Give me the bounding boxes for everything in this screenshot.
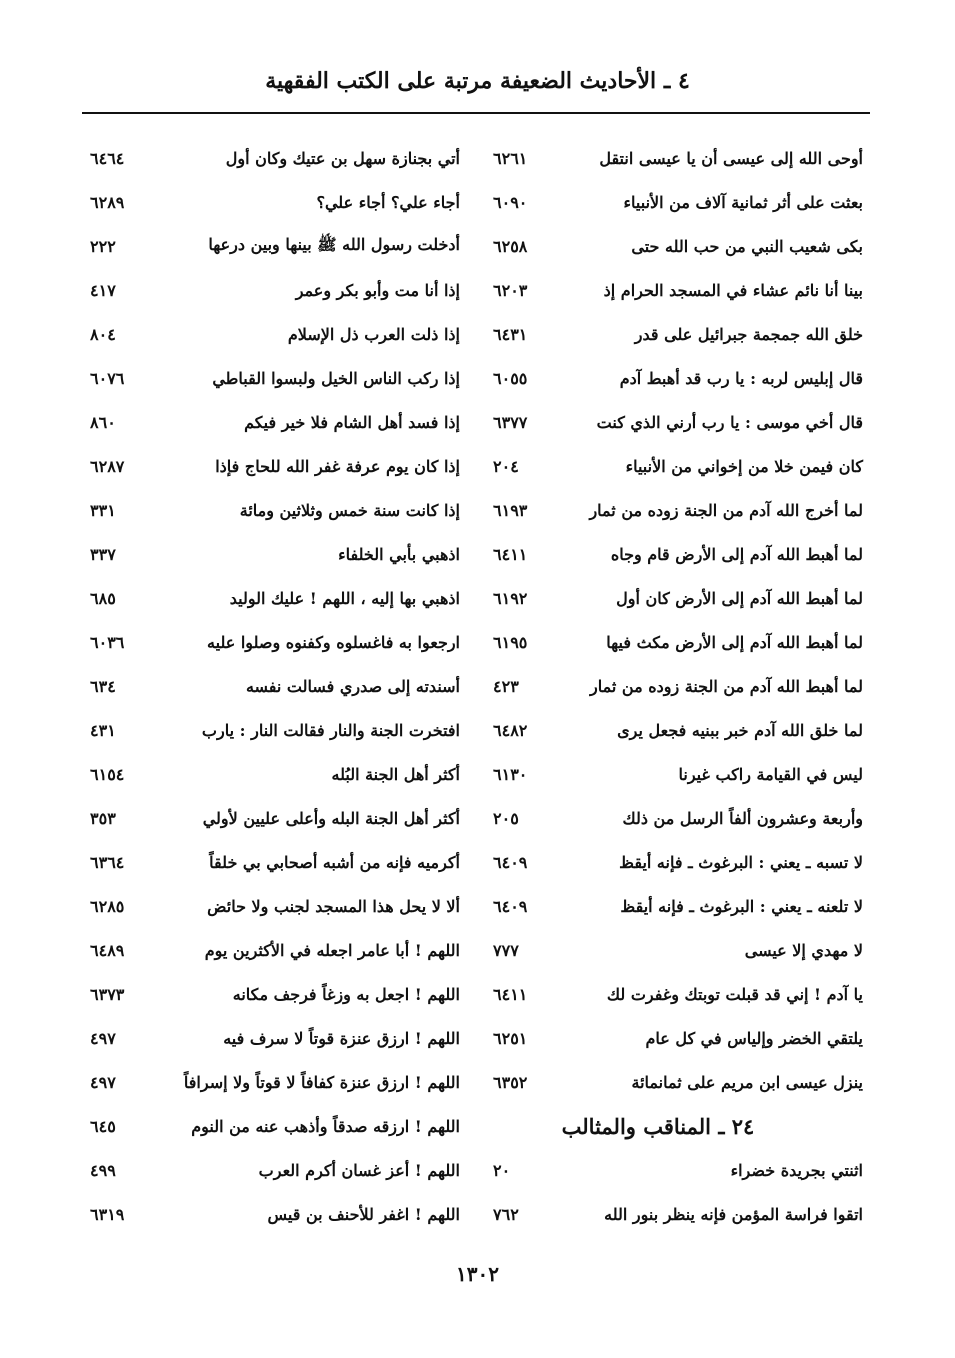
- index-entry: [493, 972, 863, 1016]
- hadith-reference-number: ٦١٩٥: [493, 632, 528, 652]
- hadith-incipit: اتقوا فراسة المؤمن فإنه ينظر بنور الله: [604, 1204, 863, 1224]
- hadith-reference-number: ٢٠٥: [493, 808, 519, 828]
- hadith-incipit: أتي بجنازة سهل بن عتيك وكان أول: [225, 148, 460, 168]
- index-entry: [493, 136, 863, 180]
- hadith-incipit: لما خلق الله آدم خبر ببنيه فجعل يرى: [617, 720, 863, 740]
- hadith-incipit: إذا كان يوم عرفة غفر الله للحاج فإذا: [215, 456, 460, 476]
- index-entry: [90, 268, 460, 312]
- hadith-incipit: أجاء علي؟ أجاء علي؟: [316, 192, 460, 212]
- hadith-incipit: لا تسبه ـ يعني : البرغوث ـ فإنه أيقظ: [619, 852, 863, 872]
- hadith-reference-number: ٦٢٥١: [493, 1028, 528, 1048]
- index-entry: [90, 620, 460, 664]
- hadith-reference-number: ٤٣١: [90, 720, 116, 740]
- hadith-reference-number: ٨٠٤: [90, 324, 116, 344]
- hadith-reference-number: ٣٣٧: [90, 544, 116, 564]
- hadith-incipit: ارجعوا به فاغسلوه وكفنوه وصلوا عليه: [207, 632, 460, 652]
- index-entry: [493, 796, 863, 840]
- hadith-reference-number: ٦٤١١: [493, 984, 528, 1004]
- index-entry: [493, 840, 863, 884]
- index-entry: [90, 972, 460, 1016]
- hadith-reference-number: ٦٠٥٥: [493, 368, 528, 388]
- hadith-reference-number: ٦٢٥٨: [493, 236, 528, 256]
- hadith-incipit: افتخرت الجنة والنار فقالت النار : يارب: [201, 720, 460, 740]
- hadith-incipit: اللهم ! ارزق عنزة قوتاً لا سرف فيه: [223, 1028, 460, 1048]
- hadith-reference-number: ٤٩٧: [90, 1072, 116, 1092]
- index-entry: [493, 268, 863, 312]
- index-entry: [90, 136, 460, 180]
- hadith-incipit: إذا ركب الناس الخيل ولبسوا القباطي: [212, 368, 460, 388]
- hadith-incipit: ينزل عيسى ابن مريم على ثمانمائة: [631, 1072, 863, 1092]
- index-entry: [90, 532, 460, 576]
- hadith-reference-number: ٣٣١: [90, 500, 116, 520]
- index-entry: [493, 180, 863, 224]
- hadith-reference-number: ٦٣٧٧: [493, 412, 528, 432]
- hadith-incipit: إذا ذلت العرب ذل الإسلام: [287, 324, 460, 344]
- index-entry: [90, 576, 460, 620]
- hadith-incipit: لما أهبط الله آدم إلى الأرض مكث فيها: [606, 632, 863, 652]
- hadith-incipit: لما أخرج الله آدم من الجنة زوده من ثمار: [589, 500, 863, 520]
- index-entry: [493, 488, 863, 532]
- index-column-left: [90, 136, 460, 1236]
- hadith-incipit: لا مهدي إلا عيسى: [744, 940, 863, 960]
- index-entry: [493, 928, 863, 972]
- index-entry: [90, 444, 460, 488]
- index-entry: [90, 488, 460, 532]
- hadith-reference-number: ٦١٩٢: [493, 588, 528, 608]
- hadith-incipit: أسندته إلى صدري فسالت نفسه: [245, 676, 460, 696]
- hadith-reference-number: ٦٣٦٤: [90, 852, 125, 872]
- hadith-reference-number: ٦٣١٩: [90, 1204, 125, 1224]
- hadith-incipit: اللهم ! ارزقه صدقاً وأذهب عنه من النوم: [191, 1116, 460, 1136]
- index-entry: [90, 180, 460, 224]
- index-entry: [493, 884, 863, 928]
- hadith-incipit: كان فيمن خلا من إخواني من الأنبياء: [625, 456, 863, 476]
- index-entry: [90, 224, 460, 268]
- hadith-incipit: إذا أنا مت وأبو بكر وعمر: [295, 280, 460, 300]
- header-rule-divider: [82, 112, 870, 114]
- hadith-reference-number: ٤٩٧: [90, 1028, 116, 1048]
- hadith-reference-number: ٦٤٦٤: [90, 148, 125, 168]
- hadith-incipit: اللهم ! ارزق عنزة كفافاً لا قوتاً ولا إسرافاً: [183, 1072, 460, 1092]
- index-entry: [493, 532, 863, 576]
- hadith-incipit: اللهم ! اغفر للأحنف بن قيس: [267, 1204, 460, 1224]
- hadith-incipit: بعثت على أثر ثمانية آلاف من الأنبياء: [623, 192, 863, 212]
- hadith-incipit: إذا فسد أهل الشام فلا خير فيكم: [244, 412, 460, 432]
- hadith-reference-number: ٢٢٢: [90, 236, 116, 256]
- hadith-reference-number: ٦٠٧٦: [90, 368, 125, 388]
- page-number: ١٣٠٢: [456, 1262, 499, 1286]
- hadith-incipit: أكرميه فإنه من أشبه أصحابي بي خلقاً: [209, 852, 460, 872]
- hadith-incipit: أكثر أهل الجنة البله وأعلى عليين لأولي: [202, 808, 460, 828]
- index-entry: [90, 1016, 460, 1060]
- hadith-incipit: لما أهبط الله آدم إلى الأرض كان أول: [616, 588, 863, 608]
- hadith-reference-number: ٧٧٧: [493, 940, 519, 960]
- running-header-title: ٤ ـ الأحاديث الضعيفة مرتبة على الكتب الفقهية: [265, 68, 690, 94]
- index-entry: [90, 1192, 460, 1236]
- hadith-reference-number: ٢٠٤: [493, 456, 519, 476]
- hadith-reference-number: ٦٤٥: [90, 1116, 116, 1136]
- hadith-incipit: اذهبي بها إليه ، اللهم ! عليك الوليد: [229, 588, 460, 608]
- hadith-reference-number: ٧٦٢: [493, 1204, 519, 1224]
- hadith-reference-number: ٦٣٤: [90, 676, 116, 696]
- hadith-reference-number: ٦٤٠٩: [493, 852, 528, 872]
- hadith-incipit: بينا أنا نائم عشاء في المسجد الحرام إذ: [603, 280, 863, 300]
- section-heading: ٢٤ ـ المناقب والمثالب: [561, 1113, 755, 1139]
- hadith-reference-number: ٦٨٥: [90, 588, 116, 608]
- hadith-reference-number: ٦٤٣١: [493, 324, 528, 344]
- hadith-reference-number: ٤٢٣: [493, 676, 519, 696]
- index-entry: [493, 1148, 863, 1192]
- index-entry: [90, 840, 460, 884]
- index-entry: [493, 664, 863, 708]
- index-entry: [90, 884, 460, 928]
- index-entry: [90, 664, 460, 708]
- index-entry: [90, 1060, 460, 1104]
- hadith-incipit: إذا كانت سنة خمس وثلاثين ومائة: [239, 500, 460, 520]
- hadith-reference-number: ٦٠٩٠: [493, 192, 528, 212]
- index-entry: [90, 796, 460, 840]
- index-entry: [90, 1104, 460, 1148]
- index-entry: [493, 356, 863, 400]
- hadith-reference-number: ٦٣٧٣: [90, 984, 125, 1004]
- hadith-incipit: خلق الله جمجمة جبرائيل على قدر: [634, 324, 863, 344]
- hadith-reference-number: ٦٢٨٥: [90, 896, 125, 916]
- hadith-reference-number: ٦٢٠٣: [493, 280, 528, 300]
- hadith-reference-number: ٦٤٨٢: [493, 720, 528, 740]
- index-entry: [90, 928, 460, 972]
- hadith-reference-number: ٦٢٦١: [493, 148, 528, 168]
- hadith-incipit: قال إبليس لربه : يا رب قد أهبط آدم: [619, 368, 863, 388]
- hadith-incipit: قال أخي موسى : يا رب أرني الذي كنت: [596, 412, 863, 432]
- hadith-reference-number: ٦٢٨٩: [90, 192, 125, 212]
- index-entry: [493, 576, 863, 620]
- hadith-reference-number: ٤٩٩: [90, 1160, 116, 1180]
- index-entry: [493, 752, 863, 796]
- hadith-incipit: لا تلعنه ـ يعني : البرغوث ـ فإنه أيقظ: [620, 896, 863, 916]
- hadith-incipit: اثنتي بجريدة خضراء: [730, 1160, 863, 1180]
- index-entry: [493, 400, 863, 444]
- hadith-incipit: أكثر أهل الجنة البُله: [331, 764, 460, 784]
- hadith-reference-number: ٦٤٠٩: [493, 896, 528, 916]
- hadith-incipit: اذهبي بأبي الخلفاء: [338, 544, 460, 564]
- index-entry: [493, 708, 863, 752]
- index-entry: [493, 1192, 863, 1236]
- index-entry: [493, 312, 863, 356]
- hadith-incipit: بكى شعيب النبي من حب الله حتى: [631, 236, 863, 256]
- index-column-right: [493, 136, 863, 1236]
- hadith-reference-number: ٢٠: [493, 1160, 511, 1180]
- index-entry: [90, 312, 460, 356]
- hadith-incipit: اللهم ! أبا عامر اجعله في الأكثرين يوم: [204, 940, 460, 960]
- hadith-reference-number: ٤١٧: [90, 280, 116, 300]
- hadith-incipit: يلتقي الخضر وإلياس في كل عام: [645, 1028, 863, 1048]
- hadith-reference-number: ٨٦٠: [90, 412, 116, 432]
- hadith-incipit: لما أهبط الله آدم من الجنة زوده من ثمار: [590, 676, 863, 696]
- hadith-reference-number: ٣٥٣: [90, 808, 116, 828]
- hadith-reference-number: ٦٠٣٦: [90, 632, 125, 652]
- hadith-reference-number: ٦١٥٤: [90, 764, 125, 784]
- hadith-reference-number: ٦٢٨٧: [90, 456, 125, 476]
- index-entry: [90, 1148, 460, 1192]
- hadith-incipit: أوحى الله إلى عيسى أن يا عيسى انتقل: [599, 148, 863, 168]
- index-entry: [493, 620, 863, 664]
- index-entry: [493, 224, 863, 268]
- hadith-incipit: يا آدم ! إني قد قبلت توبتك وغفرت لك: [606, 984, 863, 1004]
- hadith-incipit: اللهم ! أعز غسان أكرم العرب: [258, 1160, 460, 1180]
- index-entry: [90, 400, 460, 444]
- hadith-incipit: اللهم ! اجعل به وزغاً فرجف مكانه: [232, 984, 460, 1004]
- index-entry: [90, 356, 460, 400]
- hadith-incipit: ليس في القيامة راكب غيرنا: [678, 764, 863, 784]
- hadith-reference-number: ٦١٩٣: [493, 500, 528, 520]
- index-entry: [90, 752, 460, 796]
- hadith-reference-number: ٦٤٨٩: [90, 940, 125, 960]
- index-entry: [493, 444, 863, 488]
- hadith-incipit: لما أهبط الله آدم إلى الأرض قام وجاه: [610, 544, 863, 564]
- hadith-reference-number: ٦١٣٠: [493, 764, 528, 784]
- hadith-incipit: أدخلت رسول الله ﷺ بينها وبين درعها: [208, 234, 460, 254]
- index-entry: [493, 1016, 863, 1060]
- index-entry: [493, 1060, 863, 1104]
- hadith-incipit: وأربعة وعشرون ألفاً الرسل من ذلك: [622, 808, 863, 828]
- hadith-reference-number: ٦٤١١: [493, 544, 528, 564]
- index-entry: [90, 708, 460, 752]
- hadith-incipit: ألا لا يحل هذا المسجد لجنب ولا حائض: [207, 896, 460, 916]
- hadith-reference-number: ٦٣٥٢: [493, 1072, 528, 1092]
